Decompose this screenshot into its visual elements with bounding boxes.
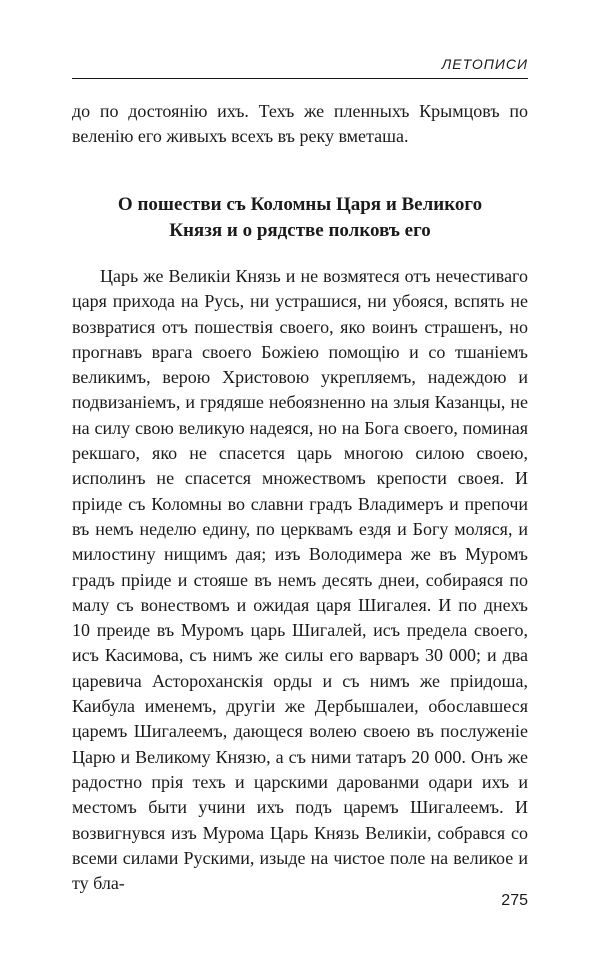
intro-paragraph: до по достоянію ихъ. Техъ же пленныхъ Крымцовъ по веленію его живыхъ всехъ въ реку вметаша. [72, 101, 528, 147]
header-rule [72, 78, 528, 79]
section-title: О пошестви съ Коломны Царя и Великого Князя и о рядстве полковъ его [117, 194, 483, 241]
running-head: ЛЕТОПИСИ [441, 56, 528, 72]
body-paragraph: Царь же Великіи Князь и не возмятеся отъ нечестиваго царя прихода на Русь, ни устрашися, ни убояся, вспять не возвратися отъ пошествія своего, яко воинъ страшенъ, но прогнавъ врага своего Божіею помощію и со тшаніемъ великимъ, верою Христовою укрепляемъ, надеждою и подвизаніемъ, и грядяше небоязненно на злыя Казанцы, не на силу свою великую надеяся, но на Бога своего, поминая рекшаго, яко не спасется царь многою силою своею, исполинъ не спасется множествомъ крепости своея. И пріиде съ Коломны во славни градъ Владимеръ и препочи въ немъ неделю едину, по церквамъ ездя и Богу моляся, и милостину нищимъ дая; изъ Володимера же въ Муромъ градъ пріиде и стояше въ немъ десять днеи, собираяся по малу съ вонествомъ и ожидая царя Шигалея. И по днехъ 10 преиде въ Муромъ царь Шигалей, исъ предела своего, исъ Касимова, съ нимъ же силы его варваръ 30 000; и два царевича Астороханскія орды и съ нимъ же пріидоша, Каибула именемъ, другіи же Дербышалеи, обославшеся царемъ Шигалеемъ, дающеся волею своею въ послуженіе Царю и Великому Князю, а съ ними татаръ 20 000. Онъ же радостно прія техъ и царскими дарованми одари ихъ и местомъ быти учини ихъ подъ царемъ Шигалеемъ. И возвигнувся изъ Мурома Царь Князь Великіи, собрався со всеми силами Рускими, изыде на чистое поле на великое и ту бла- [72, 266, 528, 894]
page-number: 275 [501, 892, 528, 909]
